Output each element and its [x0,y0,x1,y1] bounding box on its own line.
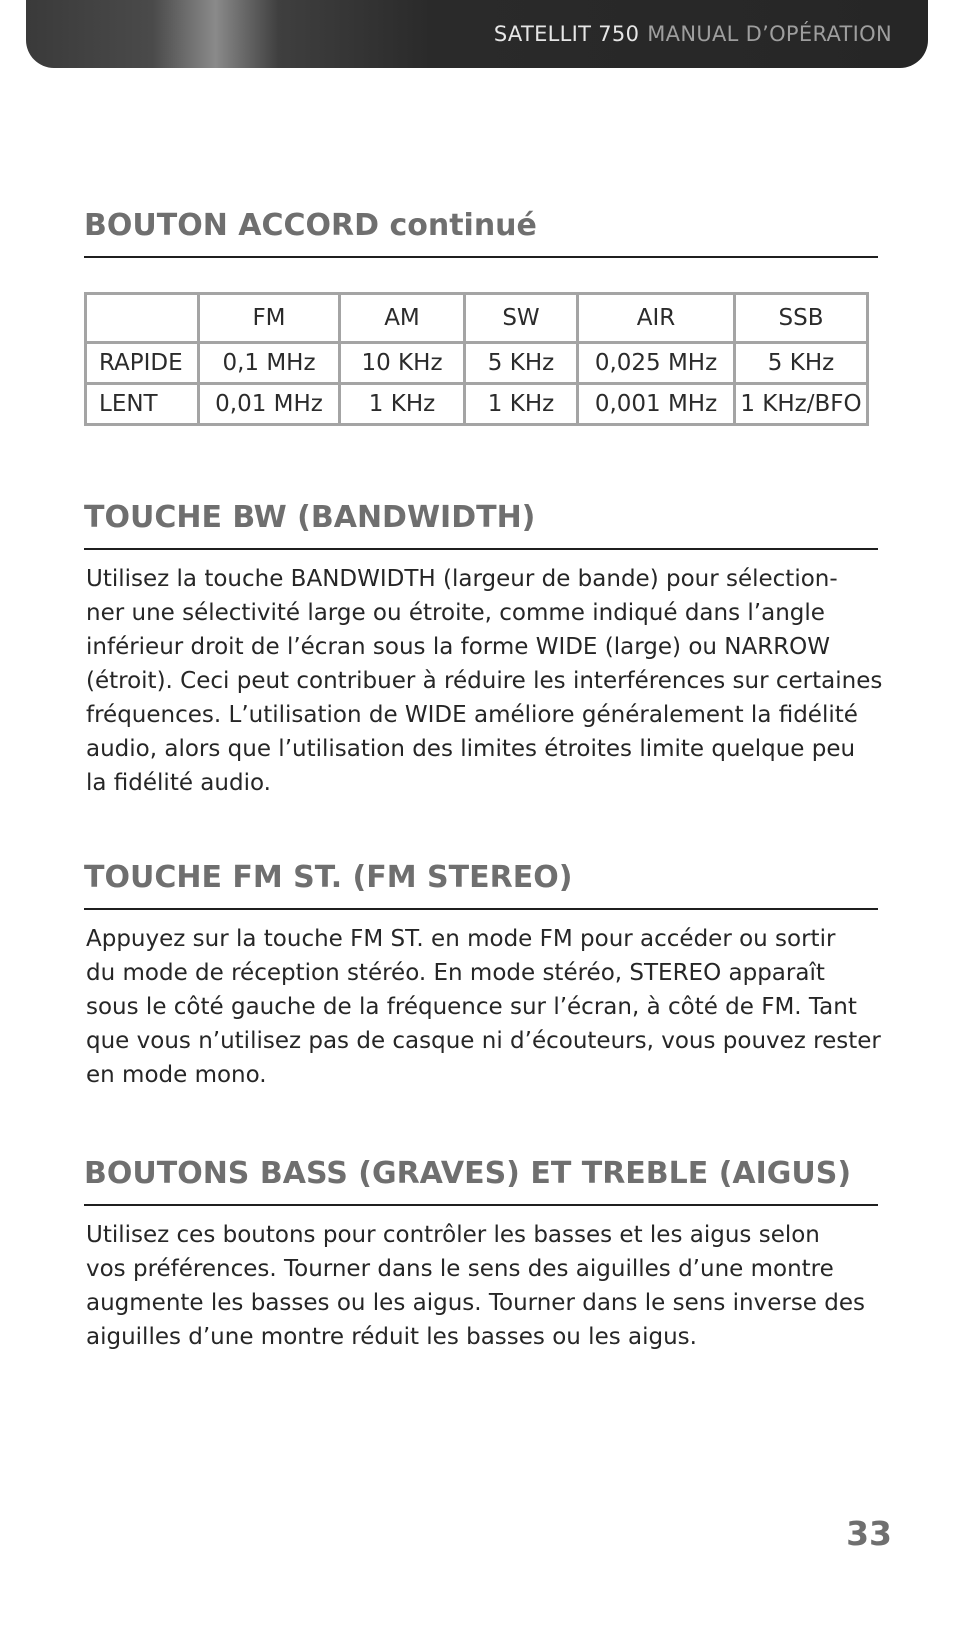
text-line: aiguilles d’une montre réduit les basses ou les aigus. [86,1324,697,1350]
table-header-row [86,294,868,343]
section-rule-tuning [84,256,878,258]
section-title-bandwidth: TOUCHE BW (BANDWIDTH) [84,500,536,535]
text-line: sous le côté gauche de la fréquence sur l’écran, à côté de FM. Tant [86,994,857,1020]
text-line: vos préférences. Tourner dans le sens des aiguilles d’une montre [86,1256,834,1282]
table-cell: 0,025 MHz [578,343,735,384]
section-title-fm-stereo: TOUCHE FM ST. (FM STEREO) [84,860,573,895]
table-header-cell: SSB [735,294,868,343]
table-cell: 0,01 MHz [199,384,340,425]
table-cell: 1 KHz [465,384,578,425]
header-product-name: SATELLIT 750 [493,22,640,46]
paragraph-fm-stereo [86,922,886,1092]
table-row [86,384,868,425]
text-line: du mode de réception stéréo. En mode stéréo, STEREO apparaît [86,960,825,986]
section-rule-fm-stereo [84,908,878,910]
table-cell: 0,001 MHz [578,384,735,425]
section-title-bass-treble: BOUTONS BASS (GRAVES) ET TREBLE (AIGUS) [84,1156,852,1191]
paragraph-bass-treble [86,1218,886,1354]
text-line: que vous n’utilisez pas de casque ni d’écouteurs, vous pouvez rester [86,1028,881,1054]
text-line: fréquences. L’utilisation de WIDE améliore généralement la fidélité [86,702,858,728]
running-header [494,22,892,46]
text-line: inférieur droit de l’écran sous la forme WIDE (large) ou NARROW [86,634,831,660]
table-row-label: LENT [86,384,199,425]
table-cell: 5 KHz [465,343,578,384]
text-line: la fidélité audio. [86,770,271,796]
table-header-cell: FM [199,294,340,343]
text-line: audio, alors que l’utilisation des limites étroites limite quelque peu [86,736,856,762]
section-title-tuning: BOUTON ACCORD continué [84,208,537,243]
text-line: en mode mono. [86,1062,267,1088]
tuning-step-table [84,292,869,426]
text-line: (étroit). Ceci peut contribuer à réduire les interférences sur certaines [86,668,883,694]
header-manual-title: MANUAL D’OPÉRATION [647,22,892,46]
text-line: Utilisez la touche BANDWIDTH (largeur de bande) pour sélection- [86,566,838,592]
table-row [86,343,868,384]
table-cell: 5 KHz [735,343,868,384]
table-header-cell [86,294,199,343]
text-line: ner une sélectivité large ou étroite, comme indiqué dans l’angle [86,600,825,626]
text-line: Utilisez ces boutons pour contrôler les basses et les aigus selon [86,1222,820,1248]
table-row-label: RAPIDE [86,343,199,384]
table-header-cell: AIR [578,294,735,343]
paragraph-bandwidth [86,562,886,800]
text-line: augmente les basses ou les aigus. Tourner dans le sens inverse des [86,1290,866,1316]
section-rule-bandwidth [84,548,878,550]
table-header-cell: SW [465,294,578,343]
page-header-bar [26,0,928,68]
table-cell: 1 KHz [340,384,465,425]
table-cell: 1 KHz/BFO [735,384,868,425]
table-cell: 10 KHz [340,343,465,384]
text-line: Appuyez sur la touche FM ST. en mode FM pour accéder ou sortir [86,926,836,952]
page-number: 33 [846,1514,892,1553]
table-cell: 0,1 MHz [199,343,340,384]
table-header-cell: AM [340,294,465,343]
section-rule-bass-treble [84,1204,878,1206]
